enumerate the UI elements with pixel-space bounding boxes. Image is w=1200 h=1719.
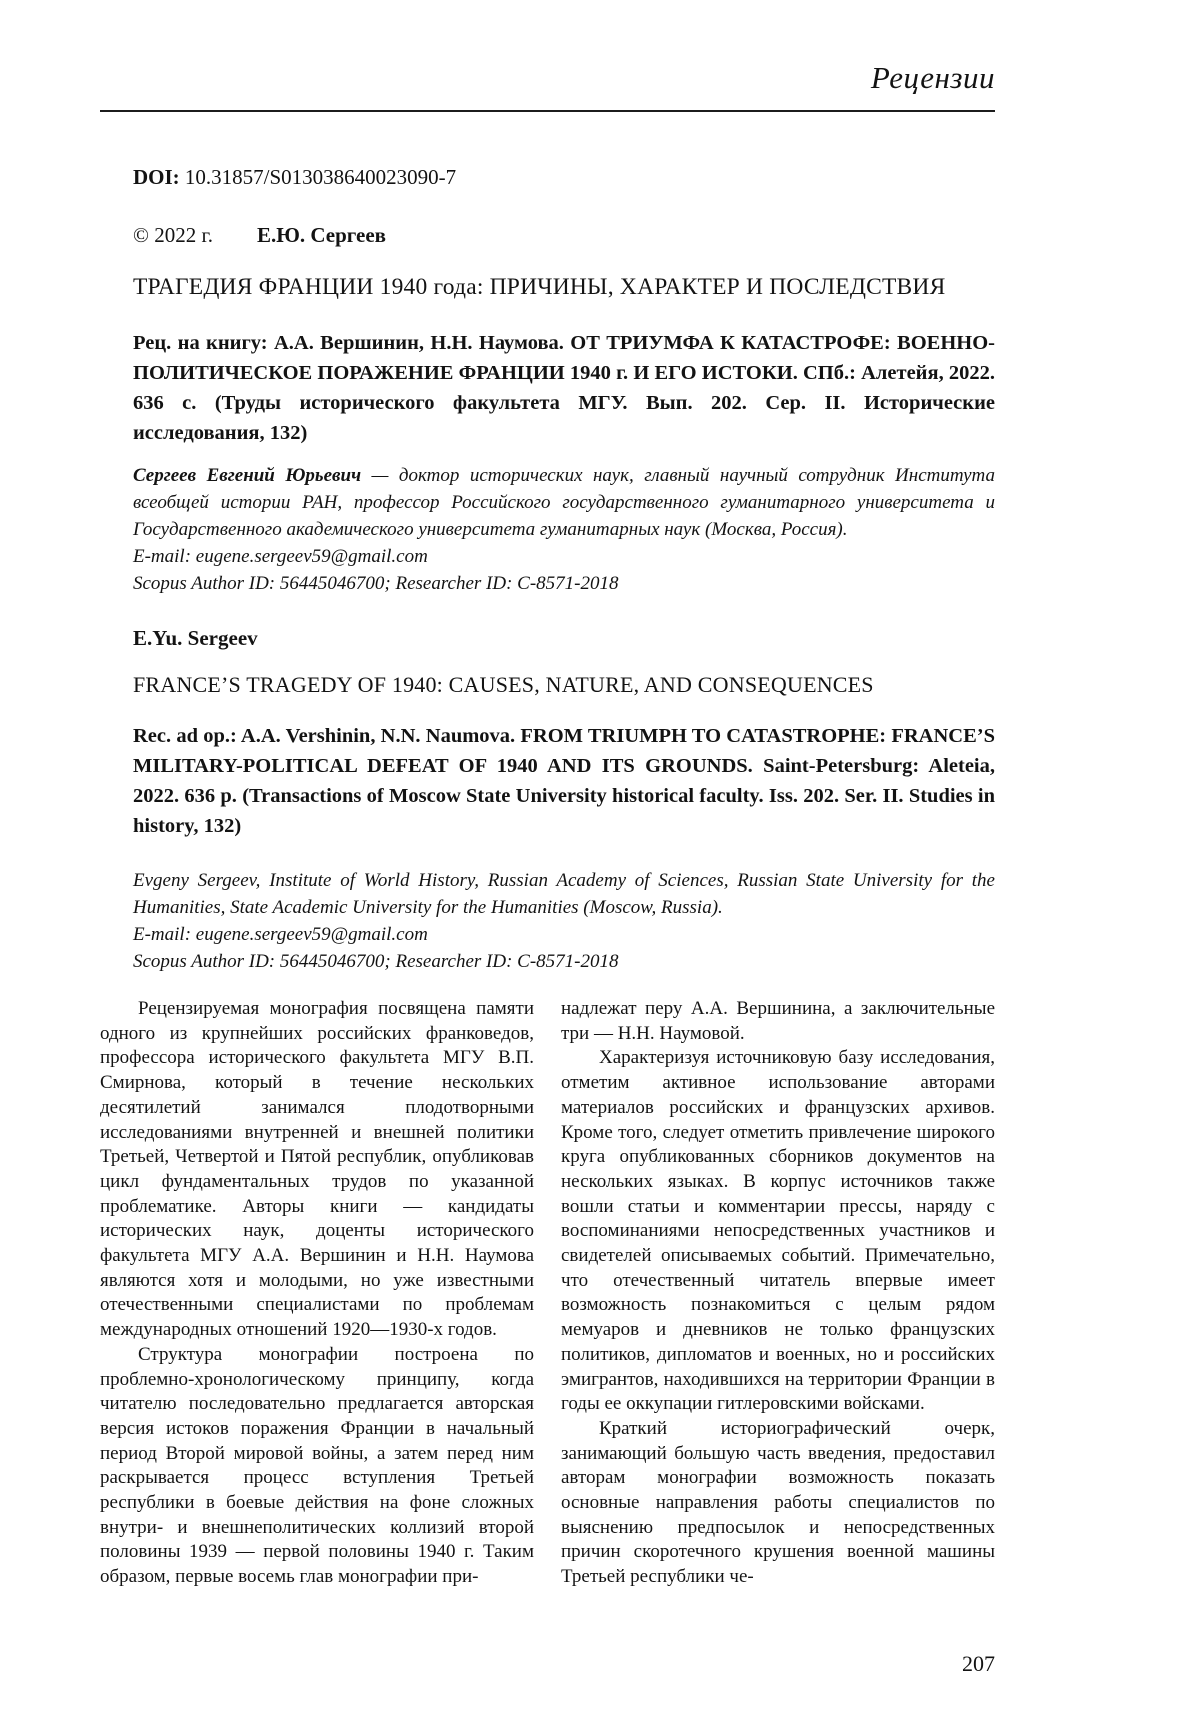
- email-line-ru: E-mail: eugene.sergeev59@gmail.com: [133, 546, 428, 567]
- doi-value: 10.31857/S013038640023090-7: [184, 165, 457, 189]
- review-citation-en: Rec. ad op.: A.A. Vershinin, N.N. Naumova. FROM TRIUMPH TO CATASTROPHE: FRANCE’S MILITARY-POLITICAL DEFEAT OF 1940 AND ITS GROUNDS. Saint-Petersburg: Aleteia, 2022. 636 p. (Transactions of Moscow State University historical faculty. Iss. 202. Ser. II. Studies in history, 132): [133, 725, 995, 837]
- author-name-ru: Сергеев Евгений Юрьевич: [133, 465, 362, 486]
- body-paragraph: надлежат перу А.А. Вершинина, а заключительные три — Н.Н. Наумовой.: [561, 998, 995, 1044]
- copyright-notice: © 2022 г.: [133, 223, 213, 247]
- author-name-en: E.Yu. Sergeev: [133, 626, 258, 650]
- right-column: [561, 997, 995, 1590]
- author-affiliation-ru: [133, 462, 995, 597]
- affiliation-text-ru: [133, 462, 995, 543]
- running-head: Рецензии: [870, 60, 995, 95]
- left-column: [100, 997, 534, 1590]
- author-ids-en: Scopus Author ID: 56445046700; Researcher ID: C-8571-2018: [133, 951, 619, 972]
- body-paragraph: Рецензируемая монография посвящена памяти одного из крупнейших российских франковедов, профессора исторического факультета МГУ В.П. Смирнова, который в течение нескольких десятилетий занимался плодотворными исследованиями внутренней и внешней политики Третьей, Четвертой и Пятой республик, опубликовав цикл фундаментальных трудов по указанной проблематике. Авторы книги — кандидаты исторических наук, доценты исторического факультета МГУ А.А. Вершинин и Н.Н. Наумова являются хотя и молодыми, но уже известными отечественными специалистами по проблемам международных отношений 1920—1930-х годов.: [100, 998, 534, 1341]
- doi-label: DOI:: [133, 165, 180, 189]
- doi-line: [133, 164, 995, 190]
- body-paragraph: Характеризуя источниковую базу исследования, отметим активное использование авторами материалов российских и французских архивов. Кроме того, следует отметить привлечение широкого круга опубликованных сборников документов на нескольких языках. В корпус источников также вошли статьи и комментарии прессы, наряду с воспоминаниями непосредственных участников и свидетелей описываемых событий. Примечательно, что отечественный читатель впервые имеет возможность познакомиться с целым рядом мемуаров и дневников не только французских политиков, дипломатов и военных, но и российских эмигрантов, находившихся на территории Франции в годы ее оккупации гитлеровскими войсками.: [561, 1047, 995, 1415]
- body-paragraph: Структура монографии построена по проблемно-хронологическому принципу, когда читателю последовательно предлагается авторская версия истоков поражения Франции в начальный период Второй мировой войны, а затем перед ним раскрывается процесс вступления Третьей республики в боевые действия на фоне сложных внутри- и внешнеполитических коллизий второй половины 1939 — первой половины 1940 г. Таким образом, первые восемь глав монографии при-: [100, 1343, 534, 1588]
- header-rule: [100, 110, 995, 112]
- front-matter: [133, 164, 995, 975]
- article-title-en: FRANCE’S TRAGEDY OF 1940: CAUSES, NATURE, AND CONSEQUENCES: [133, 672, 874, 697]
- email-line-en: E-mail: eugene.sergeev59@gmail.com: [133, 924, 428, 945]
- author-ids-ru: Scopus Author ID: 56445046700; Researcher ID: C-8571-2018: [133, 573, 619, 594]
- page-number: 207: [962, 1651, 995, 1676]
- article-title-ru: ТРАГЕДИЯ ФРАНЦИИ 1940 года: ПРИЧИНЫ, ХАРАКТЕР И ПОСЛЕДСТВИЯ: [133, 274, 946, 300]
- copyright-author: Е.Ю. Сергеев: [256, 223, 387, 247]
- author-affiliation-en: [133, 867, 995, 975]
- copyright-line: [133, 222, 995, 248]
- body-columns: [100, 997, 995, 1590]
- affiliation-description-ru: — доктор исторических наук, главный научный сотрудник Института всеобщей истории РАН, профессор Российского государственного гуманитарного университета и Государственного академического университета гуманитарных наук (Москва, Россия).: [133, 465, 995, 540]
- affiliation-text-en: Evgeny Sergeev, Institute of World History, Russian Academy of Sciences, Russian State University for the Humanities, State Academic University for the Humanities (Moscow, Russia).: [133, 870, 995, 918]
- body-paragraph: Краткий историографический очерк, занимающий большую часть введения, предоставил авторам монографии возможность показать основные направления работы специалистов по выяснению предпосылок и непосредственных причин скоротечного крушения военной машины Третьей республики че-: [561, 1417, 995, 1588]
- review-citation-ru: Рец. на книгу: А.А. Вершинин, Н.Н. Наумова. ОТ ТРИУМФА К КАТАСТРОФЕ: ВОЕННО-ПОЛИТИЧЕСКОЕ ПОРАЖЕНИЕ ФРАНЦИИ 1940 г. И ЕГО ИСТОКИ. СПб.: Алетейя, 2022. 636 с. (Труды исторического факультета МГУ. Вып. 202. Сер. II. Исторические исследования, 132): [133, 332, 995, 444]
